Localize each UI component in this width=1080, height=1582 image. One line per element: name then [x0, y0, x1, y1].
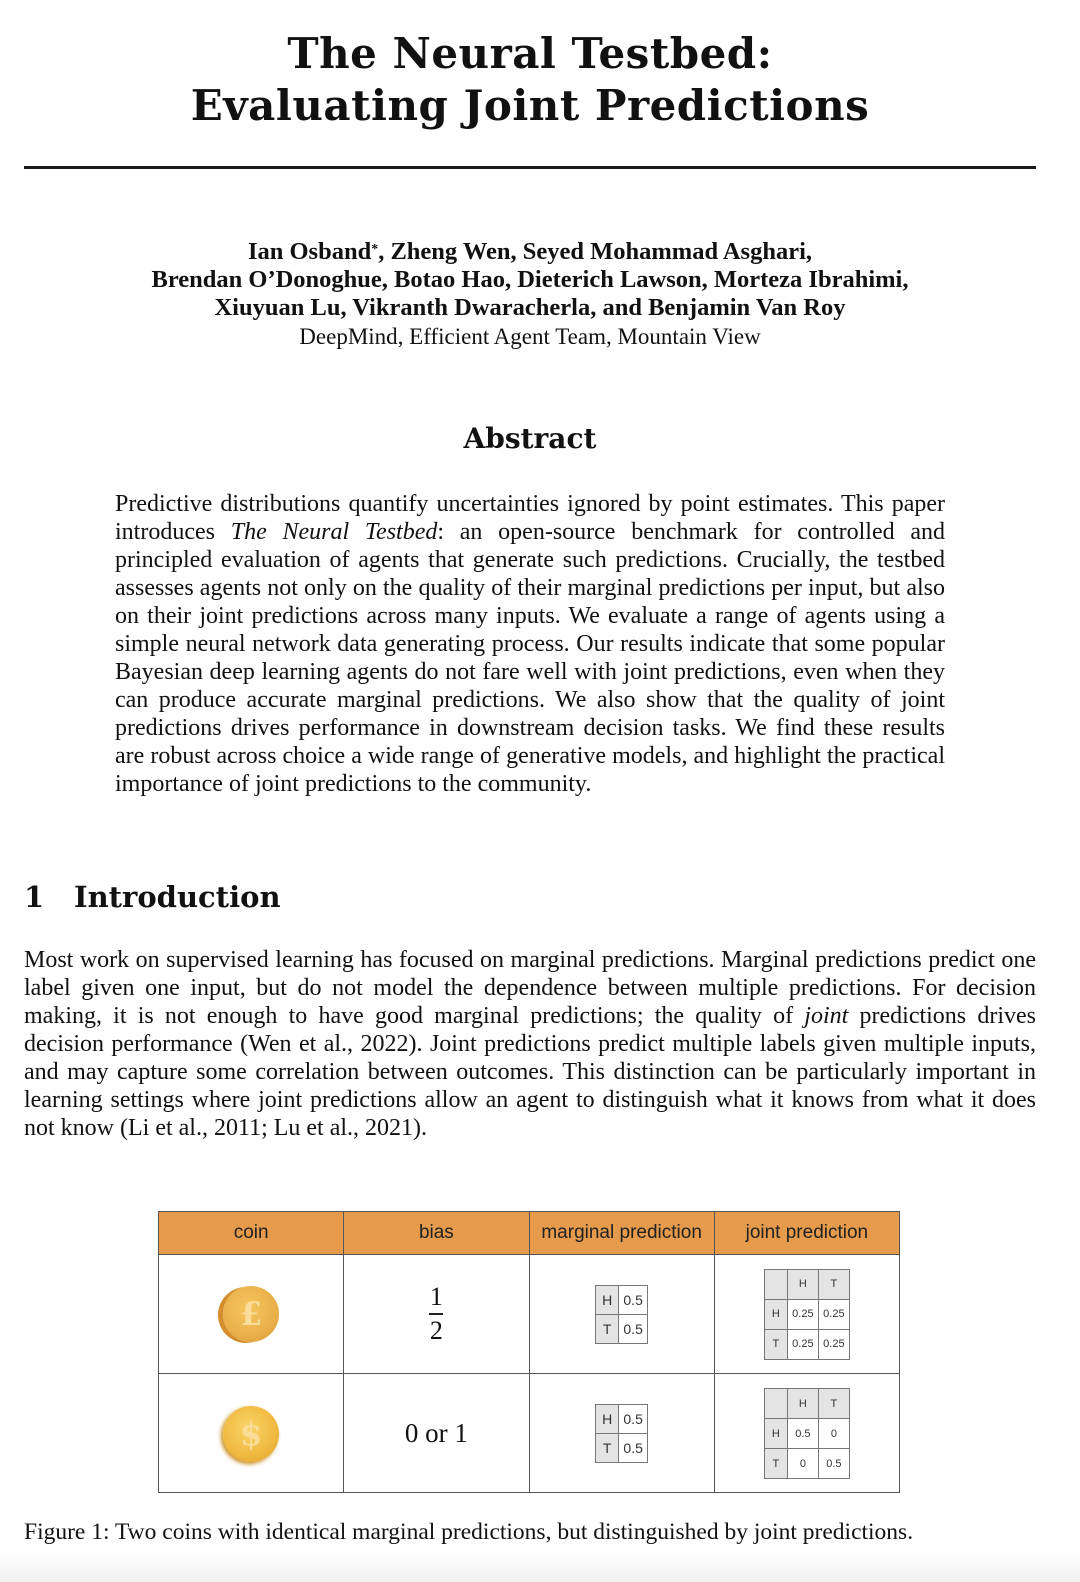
paper-title [0, 28, 1060, 132]
authors-line-3: Xiuyuan Lu, Vikranth Dwaracherla, and Benjamin Van Roy [214, 294, 846, 321]
authors-line-2: Brendan O’Donoghue, Botao Hao, Dieterich Lawson, Morteza Ibrahimi, [151, 266, 909, 293]
marg-label: T [596, 1314, 619, 1343]
title-line-1: The Neural Testbed: [287, 29, 773, 78]
joint-row-label: T [764, 1329, 787, 1359]
section-heading-introduction [24, 880, 281, 914]
joint-col-label: T [818, 1389, 849, 1419]
bias-denominator: 2 [429, 1315, 443, 1345]
header-bias: bias [344, 1212, 529, 1254]
figure-row-biased-coin [159, 1374, 899, 1493]
joint-row-label: H [764, 1299, 787, 1329]
joint-table [764, 1388, 850, 1479]
joint-value: 0.25 [787, 1329, 818, 1359]
intro-text-2: predictions drives decision performance (Wen et al., 2022). Joint predictions predict multiple labels given multiple inputs, and may capture some correlation between outcomes. This distinction can be particularly important in learning settings where joint predictions allow an agent to distinguish what it knows from what it does not know (Li et al., 2011; Lu et al., 2021). [24, 1003, 1036, 1141]
abstract-text-1: Predictive distributions quantify uncertainties ignored by point estimates. This paper introduces [115, 491, 945, 545]
marg-label: H [596, 1285, 619, 1314]
figure-1 [158, 1211, 900, 1493]
bias-numerator: 1 [429, 1282, 443, 1312]
joint-value: 0.25 [818, 1329, 849, 1359]
joint-value: 0 [818, 1419, 849, 1449]
marg-value: 0.5 [619, 1405, 648, 1434]
intro-text-1: Most work on supervised learning has focused on marginal predictions. Marginal predictions predict one label given one input, but do not model the dependence between multiple predictions. For decision making, it is not enough to have good marginal predictions; the quality of [24, 947, 1036, 1029]
joint-value: 0.5 [818, 1449, 849, 1479]
abstract-italic: The Neural Testbed [230, 519, 438, 545]
footnote-mark: * [371, 242, 379, 257]
header-joint: joint prediction [745, 1222, 869, 1243]
joint-row-label: T [764, 1449, 787, 1479]
bias-fraction [429, 1283, 443, 1345]
figure-row-fair-coin [159, 1255, 899, 1374]
abstract-heading: Abstract [463, 422, 597, 455]
joint-value: 0 [787, 1449, 818, 1479]
joint-col-label: H [787, 1389, 818, 1419]
abstract-body [115, 490, 945, 798]
author-list [0, 238, 1060, 322]
page-bottom-shadow [0, 1552, 1080, 1582]
marg-label: H [596, 1405, 619, 1434]
figure-header-row [159, 1212, 899, 1255]
marginal-table [595, 1404, 648, 1463]
bias-text: 0 or 1 [404, 1418, 468, 1448]
joint-value: 0.25 [787, 1299, 818, 1329]
joint-col-label: H [787, 1269, 818, 1299]
marg-value: 0.5 [619, 1434, 648, 1463]
pound-coin-icon: £ [223, 1286, 279, 1342]
title-rule [24, 166, 1036, 169]
abstract-text-2: : an open-source benchmark for controlled and principled evaluation of agents that generate such predictions. Crucially, the testbed assesses agents not only on the quality of their marginal predictions per input, but also on their joint predictions across many inputs. We evaluate a range of agents using a simple neural network data generating process. Our results indicate that some popular Bayesian deep learning agents do not fare well with joint predictions, even when they can produce accurate marginal predictions. We also show that the quality of joint predictions drives performance in downstream decision tasks. We find these results are robust across choice a wide range of generative models, and highlight the practical importance of joint predictions to the community. [115, 519, 946, 797]
marg-value: 0.5 [619, 1314, 648, 1343]
joint-value: 0.25 [818, 1299, 849, 1329]
affiliation: DeepMind, Efficient Agent Team, Mountain View [299, 324, 761, 349]
intro-italic: joint [804, 1003, 849, 1029]
joint-row-label: H [764, 1419, 787, 1449]
section-title: Introduction [74, 880, 281, 914]
header-coin: coin [159, 1212, 344, 1254]
dollar-coin-icon: $ [223, 1406, 279, 1462]
authors-line-1-rest: , Zheng Wen, Seyed Mohammad Asghari, [378, 238, 813, 265]
joint-table [764, 1269, 850, 1360]
header-marginal: marginal prediction [530, 1212, 715, 1254]
figure-caption: Figure 1: Two coins with identical marginal predictions, but distinguished by joint predictions. [24, 1519, 914, 1545]
marg-value: 0.5 [619, 1285, 648, 1314]
introduction-paragraph [24, 946, 1036, 1142]
marginal-table [595, 1285, 648, 1344]
joint-col-label: T [818, 1269, 849, 1299]
title-line-2: Evaluating Joint Predictions [190, 81, 870, 130]
marg-label: T [596, 1434, 619, 1463]
section-number: 1 [24, 880, 45, 914]
joint-value: 0.5 [787, 1419, 818, 1449]
author-first: Ian Osband [247, 238, 372, 265]
